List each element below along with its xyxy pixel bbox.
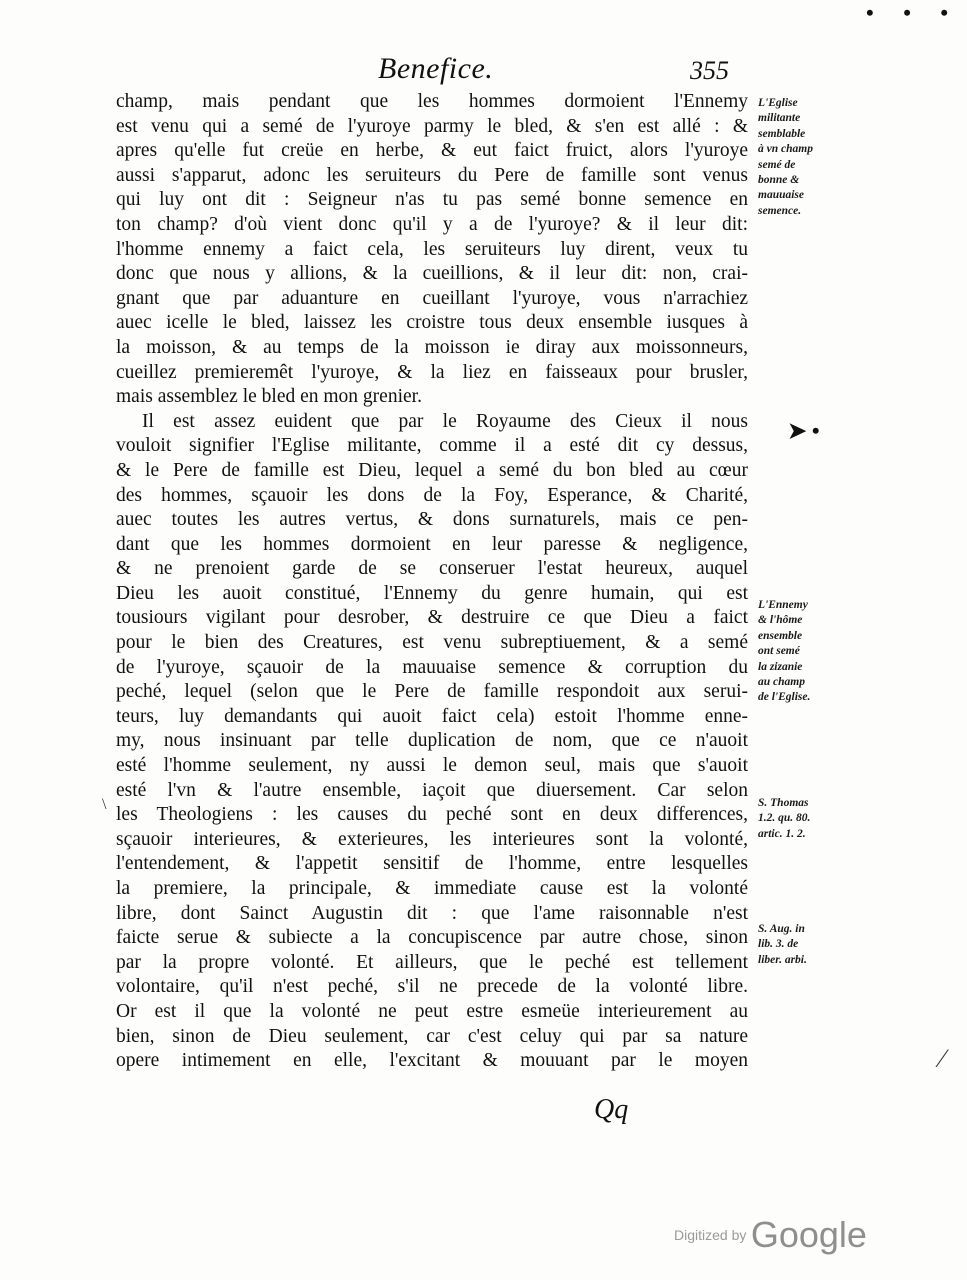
text-line: dant que les hommes dormoient en leur paresse & negligence,	[116, 533, 748, 555]
text-line: ton champ? d'où vient donc qu'il y a de l'yuroye? & il leur dit:	[116, 213, 748, 235]
text-line: qui luy ont dit : Seigneur n'as tu pas semé bonne semence en	[116, 189, 748, 211]
text-line: bien, sinon de Dieu seulement, car c'est celuy qui par sa nature	[116, 1025, 748, 1047]
text-line: des hommes, sçauoir les dons de la Foy, Esperance, & Charité,	[116, 484, 748, 506]
text-line: de l'yuroye, sçauoir de la mauuaise semence & corruption du	[116, 656, 748, 678]
text-line: les Theologiens : les causes du peché sont en deux differences,	[116, 804, 748, 826]
margin-note-line: liber. arbi.	[758, 953, 807, 966]
margin-note-line: L'Ennemy	[758, 599, 808, 611]
margin-note-line: artic. 1. 2.	[758, 827, 806, 840]
text-line: opere intimement en elle, l'excitant & mouuant par le moyen	[116, 1050, 748, 1072]
watermark-prefix: Digitized by	[674, 1227, 747, 1243]
text-line: la premiere, la principale, & immediate cause est la volonté	[116, 878, 748, 899]
margin-note-line: semblable	[758, 127, 806, 140]
margin-note-line: semence.	[758, 204, 802, 217]
text-line: pour le bien des Creatures, est venu subreptiuement, & a semé	[116, 632, 748, 654]
margin-note-line: S. Aug. in	[758, 923, 805, 935]
text-line: & ne prenoient garde de se conseruer l'estat heureux, auquel	[116, 558, 748, 580]
text-line: faicte serue & subiecte a la concupiscence par autre chose, sinon	[116, 927, 748, 949]
text-line: par la propre volonté. Et ailleurs, que le peché est tellement	[116, 951, 748, 973]
text-line: l'entendement, & l'appetit sensitif de l'homme, entre lesquelles	[116, 853, 748, 875]
text-line: l'homme ennemy a faict cela, les seruiteurs luy dirent, veux tu	[116, 238, 748, 260]
margin-note-line: de l'Eglise.	[758, 691, 811, 704]
watermark-brand: Google	[750, 1214, 867, 1255]
text-line: gnant que par aduanture en cueillant l'yuroye, vous n'arrachiez	[116, 287, 748, 309]
margin-note-line: ont semé	[758, 645, 800, 658]
text-line: auec icelle le bled, laissez les croistre tous deux ensemble iusques à	[116, 312, 748, 334]
margin-note-line: à vn champ	[758, 143, 813, 156]
main-text-block	[116, 90, 748, 1074]
text-line: est venu qui a semé de l'yuroye parmy le bled, & s'en est allé : &	[116, 115, 748, 137]
margin-note-line: la zizanie	[758, 660, 803, 673]
margin-note-line: au champ	[758, 676, 805, 689]
margin-note-thomas	[758, 796, 840, 842]
text-line: peché, lequel (selon que le Pere de famille respondoit aux serui-	[116, 681, 748, 703]
scan-artifact: \	[102, 796, 107, 813]
digitized-watermark	[674, 1214, 867, 1256]
running-head-title: Benefice.	[378, 52, 494, 85]
text-line: auec toutes les autres vertus, & dons surnaturels, mais ce pen-	[116, 509, 748, 531]
margin-note-augustin	[758, 922, 840, 968]
text-line: vouloit signifier l'Eglise militante, comme il a esté dit cy dessus,	[116, 435, 748, 457]
text-line: esté l'vn & l'autre ensemble, iaçoit que diuersement. Car selon	[116, 779, 748, 801]
margin-note-line: militante	[758, 112, 801, 125]
page-number: 355	[690, 56, 729, 85]
margin-note-eglise-militante	[758, 96, 840, 219]
margin-note-line: L'Eglise	[758, 97, 798, 109]
text-line: donc que nous y allions, & la cueillions, & il leur dit: non, crai-	[116, 263, 748, 285]
signature-mark: Qq	[594, 1094, 629, 1125]
text-line: Or est il que la volonté ne peut estre esmeüe interieurement au	[116, 1000, 748, 1022]
margin-note-line: bonne &	[758, 174, 800, 187]
text-line: Dieu les auoit constitué, l'Ennemy du genre humain, qui est	[116, 582, 748, 604]
text-line: teurs, luy demandants qui auoit faict cela) estoit l'homme enne-	[116, 705, 748, 727]
text-line: champ, mais pendant que les hommes dormoient l'Ennemy	[116, 91, 748, 112]
margin-note-ennemy	[758, 598, 840, 706]
margin-note-line: 1.2. qu. 80.	[758, 812, 811, 825]
margin-note-line: semé de	[758, 158, 796, 171]
paragraph-start-line: Il est assez euident que par le Royaume des Cieux il nous	[142, 410, 748, 432]
text-line: & le Pere de famille est Dieu, lequel a semé du bon bled au cœur	[116, 459, 748, 481]
text-line: my, nous insinuant par telle duplication de nom, que ce n'auoit	[116, 730, 748, 752]
text-line: tousiours vigilant pour desrober, & destruire ce que Dieu a faict	[116, 607, 748, 629]
text-line: cueillez premieremêt l'yuroye, & la liez en faisseaux pour brusler,	[116, 361, 748, 383]
text-line: la moisson, & au temps de la moisson ie diray aux moissonneurs,	[116, 336, 748, 358]
corner-marks: • • •	[866, 0, 961, 25]
margin-note-line: mauuaise	[758, 189, 805, 202]
scan-artifact: ⁄	[940, 1044, 945, 1073]
margin-mark: ➤ •	[788, 418, 820, 443]
text-line: volontaire, qu'il n'est peché, s'il ne precede de la volonté libre.	[116, 976, 748, 998]
margin-note-line: lib. 3. de	[758, 938, 799, 951]
margin-note-line: ensemble	[758, 629, 803, 642]
text-line: esté l'homme seulement, ny aussi le demon seul, mais que s'auoit	[116, 755, 748, 777]
text-line: mais assemblez le bled en mon grenier.	[116, 386, 422, 408]
margin-note-line: & l'hôme	[758, 614, 803, 627]
text-line: libre, dont Sainct Augustin dit : que l'ame raisonnable n'est	[116, 902, 748, 924]
text-line: sçauoir interieures, & exterieures, les interieures sont la volonté,	[116, 828, 748, 850]
text-line: aussi s'apparut, adonc les seruiteurs du Pere de famille sont venus	[116, 164, 748, 186]
margin-note-line: S. Thomas	[758, 797, 809, 809]
text-line: apres qu'elle fut creüe en herbe, & eut faict fruict, alors l'yuroye	[116, 140, 748, 162]
